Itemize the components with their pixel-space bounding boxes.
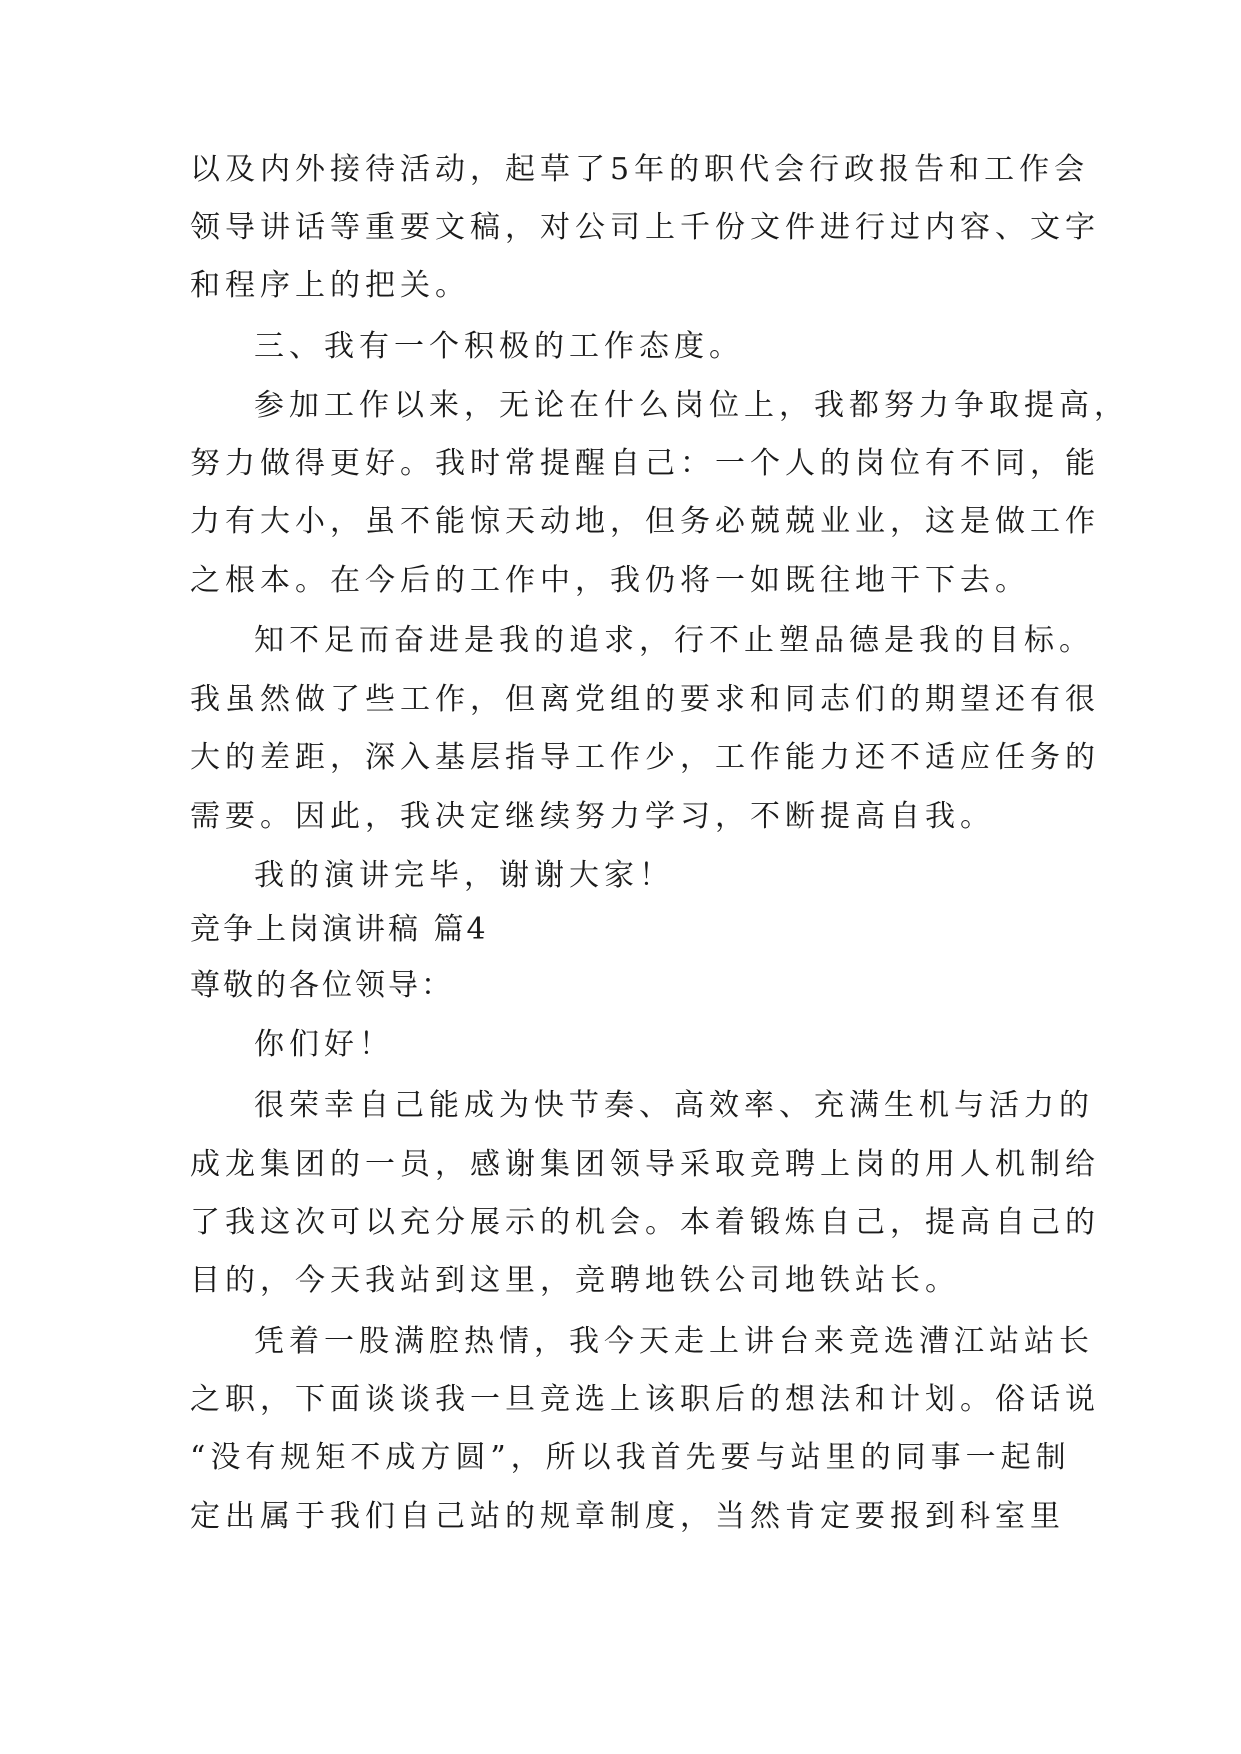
text-line: 了我这次可以充分展示的机会。本着锻炼自己，提高自己的 xyxy=(190,1205,1100,1240)
text-line: 需要。因此，我决定继续努力学习，不断提高自我。 xyxy=(190,799,995,834)
text-line: 知不足而奋进是我的追求，行不止塑品德是我的目标。 xyxy=(254,623,1094,658)
text-line: 领导讲话等重要文稿，对公司上千份文件进行过内容、文字 xyxy=(190,210,1100,245)
text-line: 之职，下面谈谈我一旦竞选上该职后的想法和计划。俗话说 xyxy=(190,1382,1100,1417)
text-line: “没有规矩不成方圆”，所以我首先要与站里的同事一起制 xyxy=(190,1440,1071,1475)
text-line: 和程序上的把关。 xyxy=(190,268,470,303)
greeting: 你们好！ xyxy=(254,1027,394,1062)
text-line: 成龙集团的一员，感谢集团领导采取竞聘上岗的用人机制给 xyxy=(190,1147,1100,1182)
text-line: 我的演讲完毕，谢谢大家！ xyxy=(254,858,674,893)
text-line: 之根本。在今后的工作中，我仍将一如既往地干下去。 xyxy=(190,563,1030,598)
text-line: 以及内外接待活动，起草了5年的职代会行政报告和工作会 xyxy=(190,152,1090,187)
section-heading: 三、我有一个积极的工作态度。 xyxy=(254,329,744,364)
text-line: 努力做得更好。我时常提醒自己：一个人的岗位有不同，能 xyxy=(190,446,1100,481)
text-line: 很荣幸自己能成为快节奏、高效率、充满生机与活力的 xyxy=(254,1088,1094,1123)
salutation: 尊敬的各位领导： xyxy=(190,968,454,1003)
article-title: 竞争上岗演讲稿 篇4 xyxy=(190,912,489,947)
text-line: 凭着一股满腔热情，我今天走上讲台来竞选漕江站站长 xyxy=(254,1324,1094,1359)
text-line: 力有大小，虽不能惊天动地，但务必兢兢业业，这是做工作 xyxy=(190,504,1100,539)
text-line: 大的差距，深入基层指导工作少，工作能力还不适应任务的 xyxy=(190,740,1100,775)
text-line: 定出属于我们自己站的规章制度，当然肯定要报到科室里 xyxy=(190,1499,1065,1534)
text-line: 参加工作以来，无论在什么岗位上，我都努力争取提高， xyxy=(254,388,1129,423)
text-line: 目的，今天我站到这里，竞聘地铁公司地铁站长。 xyxy=(190,1263,960,1298)
text-line: 我虽然做了些工作，但离党组的要求和同志们的期望还有很 xyxy=(190,682,1100,717)
